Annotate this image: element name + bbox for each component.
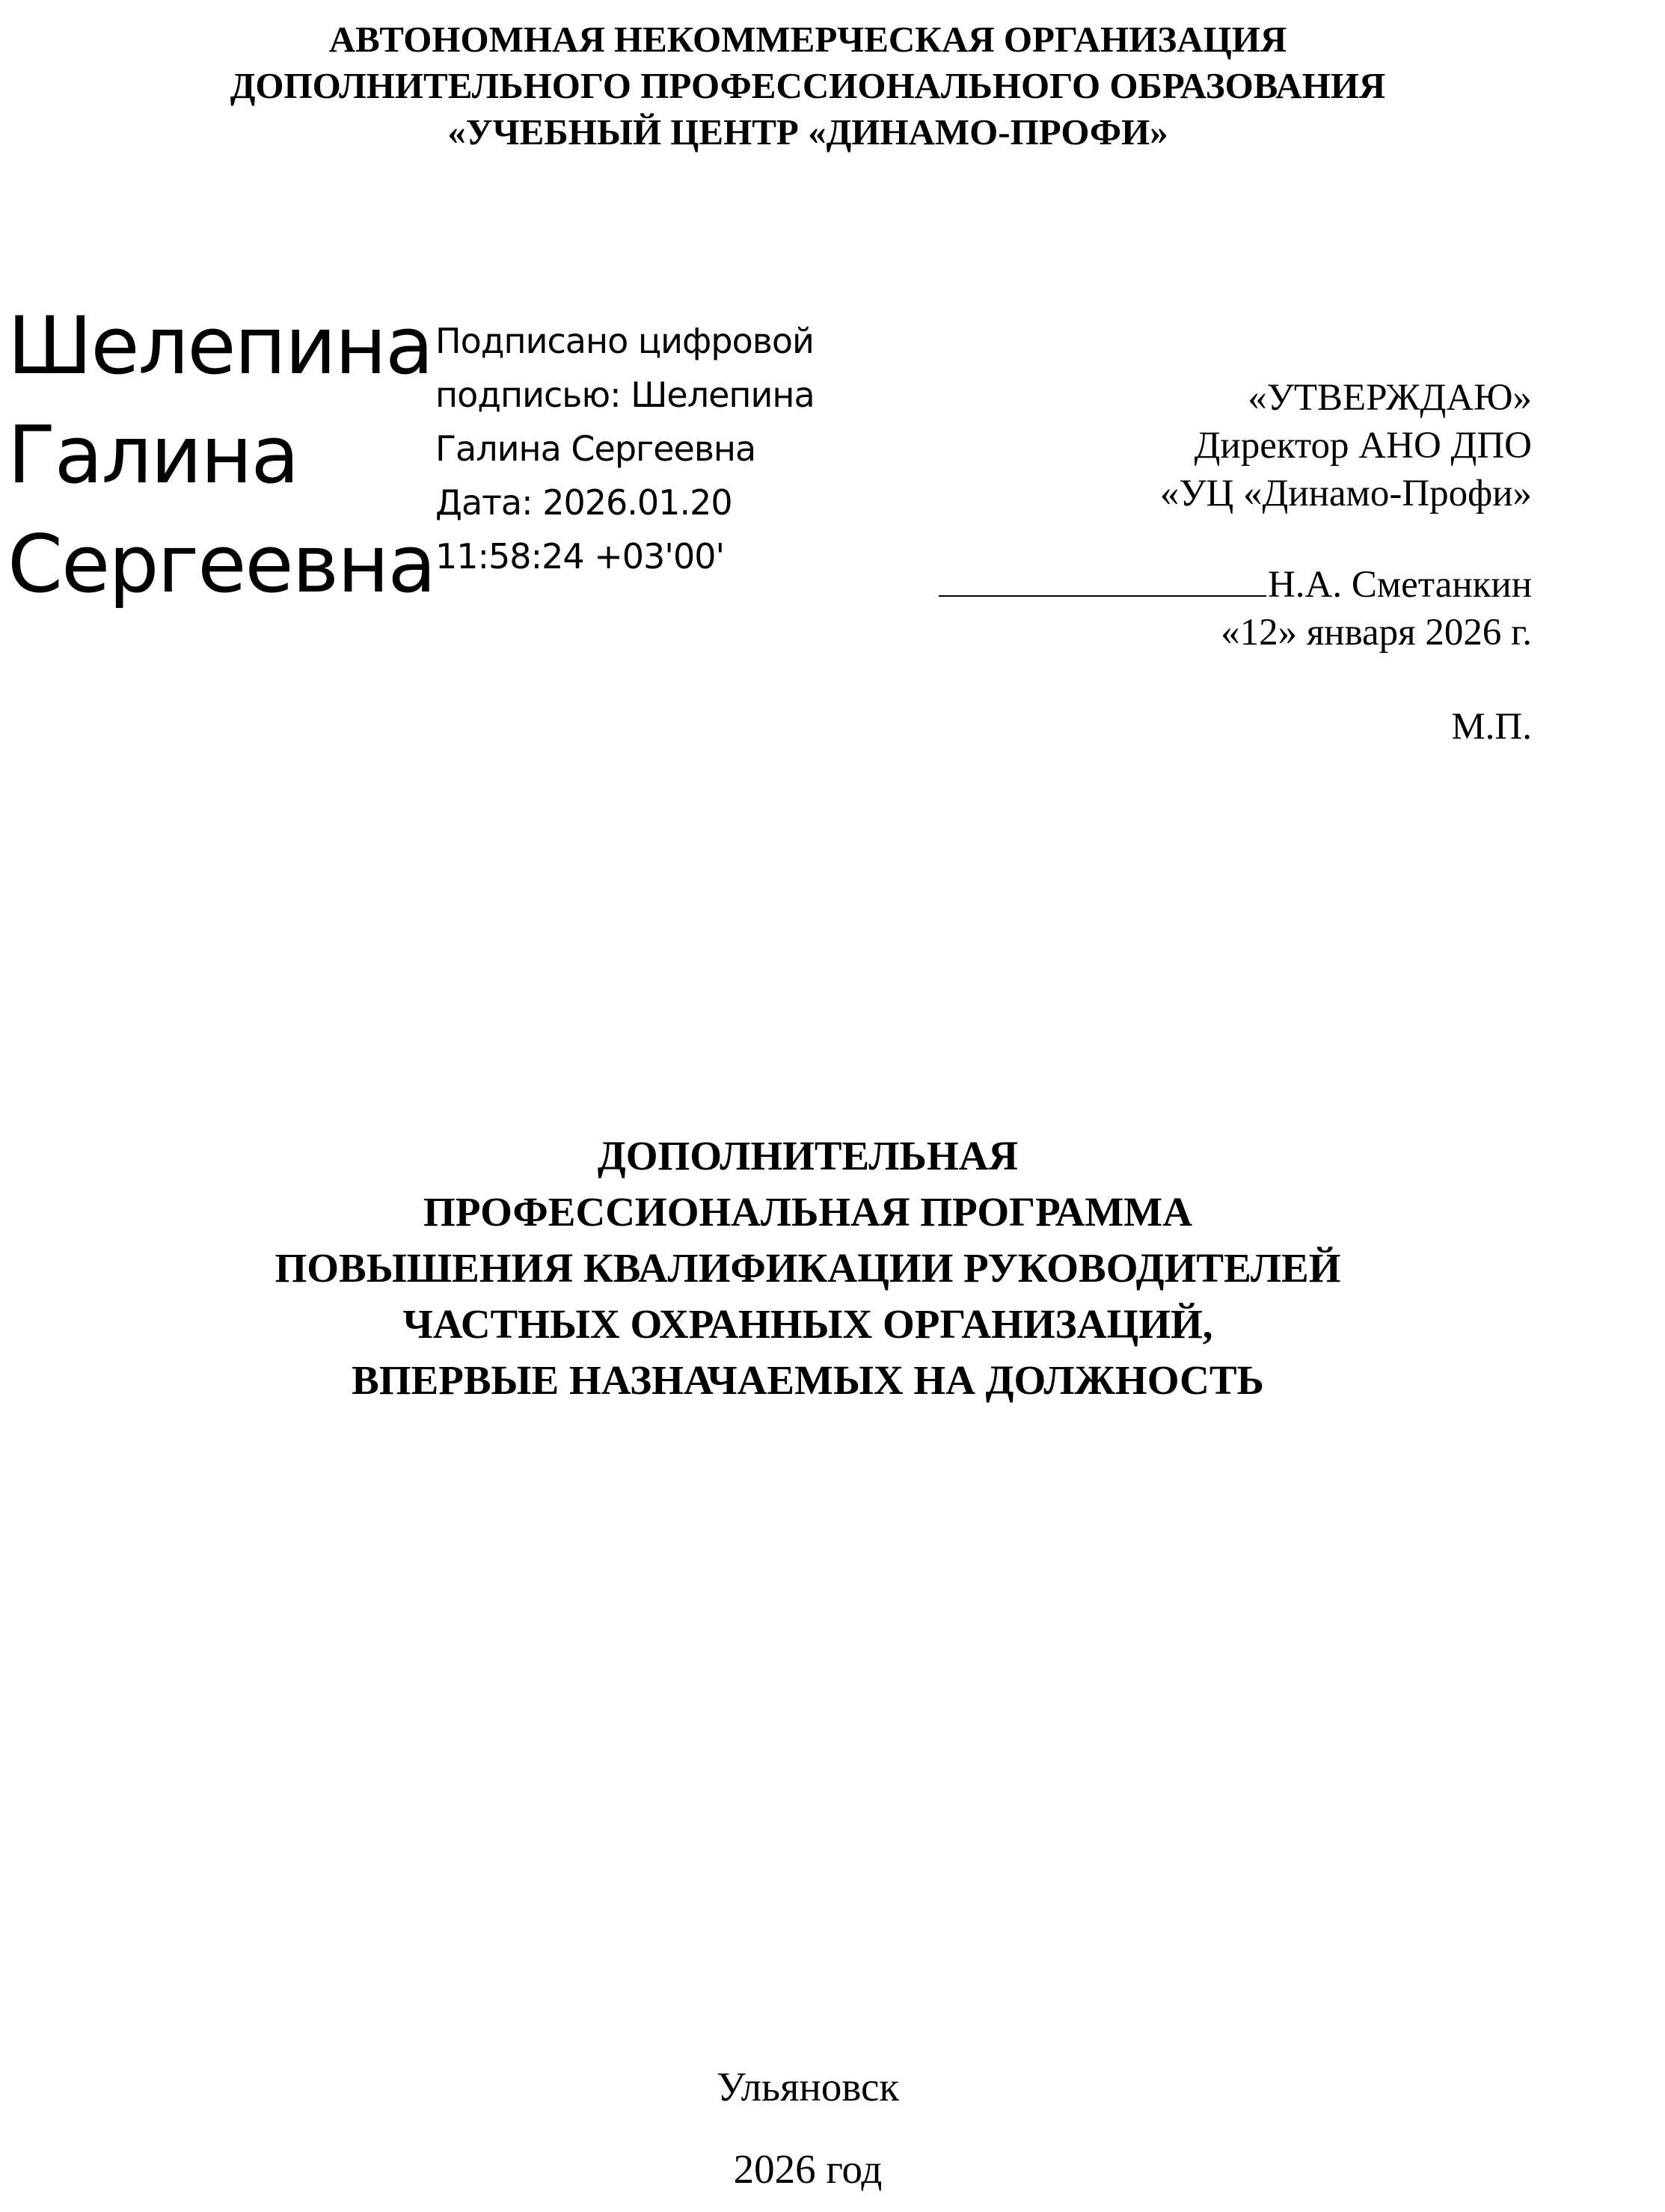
header-line-1: АВТОНОМНАЯ НЕКОММЕРЧЕСКАЯ ОРГАНИЗАЦИЯ	[328, 19, 1287, 60]
signature-detail-line-5: 11:58:24 +03'00'	[435, 536, 725, 577]
header-line-2: ДОПОЛНИТЕЛЬНОГО ПРОФЕССИОНАЛЬНОГО ОБРАЗОВАНИЯ	[230, 65, 1386, 106]
signature-detail-line-3: Галина Сергеевна	[435, 428, 756, 469]
signer-row	[939, 558, 1532, 609]
digital-signature-details	[435, 314, 815, 583]
signature-detail-line-4: Дата: 2026.01.20	[435, 482, 732, 523]
header-line-3: «УЧЕБНЫЙ ЦЕНТР «ДИНАМО-ПРОФИ»	[447, 111, 1168, 153]
signer-name: Н.А. Сметанкин	[1267, 564, 1532, 606]
program-title	[0, 1128, 1616, 1408]
footer-city: Ульяновск	[716, 2064, 900, 2110]
signature-name-line-3: Сергеевна	[7, 518, 435, 610]
title-line-1: ДОПОЛНИТЕЛЬНАЯ	[597, 1133, 1019, 1179]
title-line-2: ПРОФЕССИОНАЛЬНАЯ ПРОГРАММА	[423, 1189, 1192, 1235]
approval-date: «12» января 2026 г.	[1221, 612, 1532, 654]
title-line-4: ЧАСТНЫХ ОХРАННЫХ ОРГАНИЗАЦИЙ,	[402, 1301, 1213, 1347]
seal-mark: М.П.	[1451, 706, 1532, 748]
signature-name-line-2: Галина	[7, 409, 298, 501]
signature-name-line-1: Шелепина	[7, 300, 432, 392]
title-line-3: ПОВЫШЕНИЯ КВАЛИФИКАЦИИ РУКОВОДИТЕЛЕЙ	[275, 1245, 1341, 1291]
digital-signature-name	[7, 292, 435, 619]
approval-block	[939, 374, 1532, 751]
document-footer	[0, 2046, 1616, 2211]
title-line-5: ВПЕРВЫЕ НАЗНАЧАЕМЫХ НА ДОЛЖНОСТЬ	[352, 1357, 1264, 1403]
approver-position: Директор АНО ДПО	[1194, 425, 1532, 467]
approve-label: «УТВЕРЖДАЮ»	[1248, 377, 1532, 419]
footer-year: 2026 год	[733, 2146, 883, 2192]
organization-header	[0, 16, 1616, 156]
signature-detail-line-2: подписью: Шелепина	[435, 375, 815, 415]
approver-organization: «УЦ «Динамо-Профи»	[1159, 473, 1532, 514]
signature-line	[939, 558, 1266, 597]
signature-detail-line-1: Подписано цифровой	[435, 321, 814, 361]
